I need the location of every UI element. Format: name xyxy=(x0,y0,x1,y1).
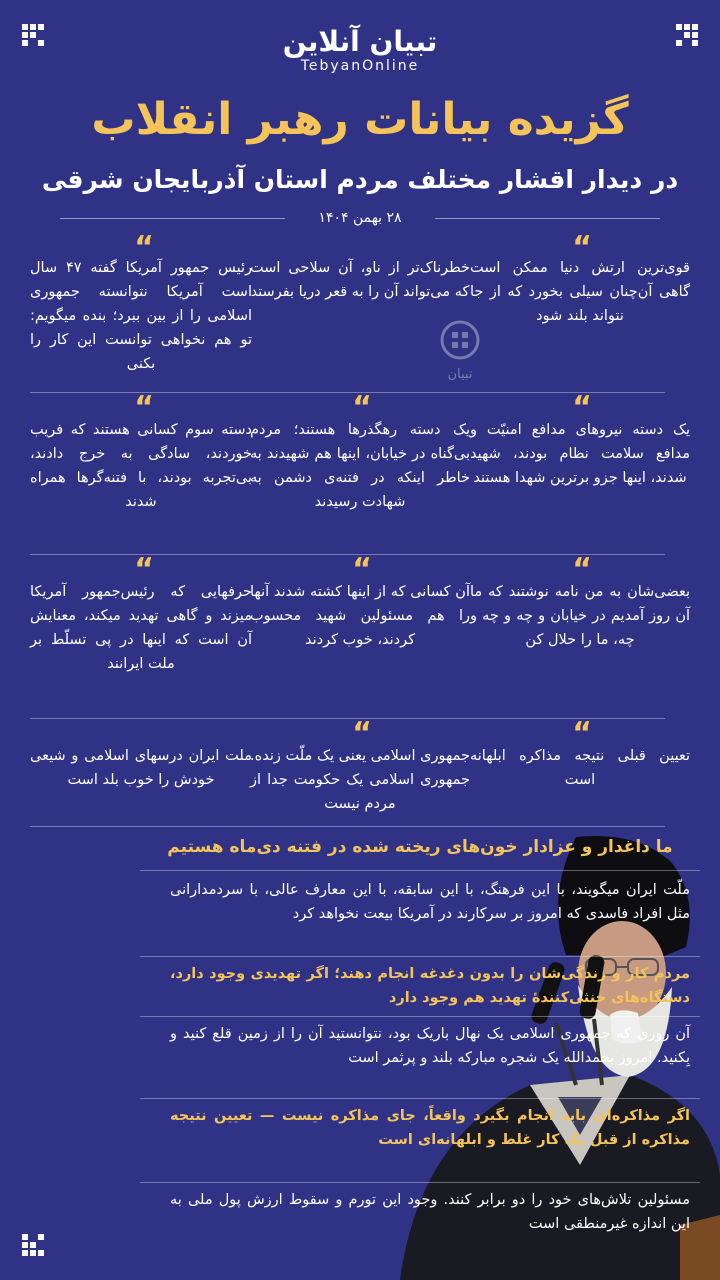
quote-text: جمهوری اسلامی یعنی یک ملّت زنده. جمهوری اسلامی یک حکومت جدا از مردم نیست xyxy=(250,748,470,812)
quote-card xyxy=(250,716,470,824)
divider xyxy=(30,554,665,555)
quote-mark-icon: “ xyxy=(134,552,154,587)
brand-logo xyxy=(0,26,720,74)
watermark-label: تبیان xyxy=(447,367,473,382)
date-row xyxy=(60,206,660,230)
quote-text: آن کسانی که از اینها کشته شدند آنها را هم مسئولین شهید محسوب کردند، خوب کردند xyxy=(250,584,470,648)
quote-card xyxy=(470,552,690,710)
divider xyxy=(140,1016,700,1017)
quote-text: ملت ایران درسهای اسلامی و شیعی خودش را خوب بلد است xyxy=(30,748,252,788)
date-label: ۲۸ بهمن ۱۴۰۴ xyxy=(318,210,402,226)
quote-mark-icon: “ xyxy=(352,716,372,751)
divider xyxy=(30,392,665,393)
quote-card xyxy=(30,390,252,548)
divider xyxy=(140,1182,700,1183)
statement-text: مردم کار و زندگی‌شان را بدون دغدغه انجام دهند؛ اگر تهدیدی وجود دارد، دستگاه‌های خنثی‌کنندهٔ تهدید هم وجود دارد xyxy=(170,966,690,1006)
headline: ما داغدار و عزادار خون‌های ریخته شده در فتنه دی‌ماه هستیم xyxy=(167,837,673,857)
quote-card xyxy=(470,716,690,824)
quote-text: دسته سوم کسانی هستند که فریب خوردند، سادگی به خرج دادند، بی‌تجربه بودند، با فتنه‌گرها همراه شدند xyxy=(30,422,252,510)
quote-card xyxy=(250,552,470,710)
quote-mark-icon: “ xyxy=(134,390,154,425)
quote-text: بعضی‌شان به من نامه نوشتند که ما آن روز آمدیم در خیابان و چه و چه و چه، ما را حلال کن xyxy=(470,584,690,648)
quote-card xyxy=(30,552,252,710)
brand-name-fa: تبیان آنلاین xyxy=(282,25,438,58)
divider xyxy=(140,870,700,871)
quote-text: حرفهایی که رئیس‌جمهور آمریکا میزند و گاهی تهدید میکند، معنایش آن است که اینها در پی تسلّط بر ملت ایرانند xyxy=(30,584,252,672)
divider xyxy=(140,956,700,957)
divider xyxy=(30,826,665,827)
divider xyxy=(140,1098,700,1099)
statement-text: آن روزی که جمهوری اسلامی یک نهال باریک بود، نتوانستید آن را از زمین قلع کنید و بِکنید. امروز بحمدالله یک شجره مبارکه بلند و پرثمر است xyxy=(170,1026,690,1066)
statement-text: ملّت ایران میگویند، با این فرهنگ، با این سابقه، با این معارف عالی، با سردمدارانی مثل افراد فاسدی که امروز بر سرکارند در آمریکا بیعت نخواهد کرد xyxy=(170,882,690,922)
quote-text: یک دسته رهگذرها هستند؛ مردم بی‌گناه در خیابان، اینها هم شهیدند به خاطر اینکه در فتنه‌ی دشمن به شهادت رسیدند xyxy=(250,422,470,510)
quote-card xyxy=(30,724,252,824)
page-subtitle: در دیدار اقشار مختلف مردم استان آذربایجان شرقی xyxy=(41,165,679,194)
divider xyxy=(30,718,665,719)
quote-mark-icon: “ xyxy=(572,230,592,265)
quote-text: قوی‌ترین ارتش دنیا ممکن است گاهی آن‌چنان سیلی بخورد که از جا نتواند بلند شود xyxy=(470,260,690,324)
corner-pattern-icon xyxy=(22,1230,48,1256)
quote-mark-icon: “ xyxy=(352,552,372,587)
quote-mark-icon: “ xyxy=(134,230,154,265)
quote-mark-icon: “ xyxy=(572,390,592,425)
quote-card xyxy=(250,390,470,548)
quote-card xyxy=(470,390,690,548)
quote-text: تعیین قبلی نتیجه مذاکره ابلهانه است xyxy=(470,748,690,788)
quote-text: یک دسته نیروهای مدافع امنیّت و مدافع سلامت نظام بودند، شهید شدند، اینها جزو برترین شهدا هستند xyxy=(470,422,690,486)
statement-text: اگر مذاکره‌ای باید انجام بگیرد واقعاً، جای مذاکره نیست — تعیین نتیجه مذاکره از قبل یک کار غلط و ابلهانه‌ای است xyxy=(170,1108,690,1148)
quote-mark-icon: “ xyxy=(352,390,372,425)
statement-text: مسئولین تلاش‌های خود را دو برابر کنند. وجود این تورم و سقوط ارزش پول ملی به این اندازه غیرمنطقی است xyxy=(170,1192,690,1232)
quote-mark-icon: “ xyxy=(572,716,592,751)
quote-card xyxy=(470,230,690,378)
quote-card xyxy=(30,230,252,378)
page-title: گزیده بیانات رهبر انقلاب xyxy=(91,94,629,145)
quote-card xyxy=(250,238,470,378)
divider xyxy=(435,218,660,219)
quote-text: رئیس جمهور آمریکا گفته ۴۷ سال است آمریکا نتوانسته جمهوری اسلامی را از بین ببرد؛ بنده میگویم: تو هم نخواهی توانست این کار را بکنی xyxy=(30,260,252,372)
quote-mark-icon: “ xyxy=(572,552,592,587)
brand-name-en: TebyanOnline xyxy=(300,58,420,74)
quote-text: خطرناک‌تر از ناو، آن سلاحی است که می‌تواند آن را به قعر دریا بفرستد xyxy=(250,260,470,300)
